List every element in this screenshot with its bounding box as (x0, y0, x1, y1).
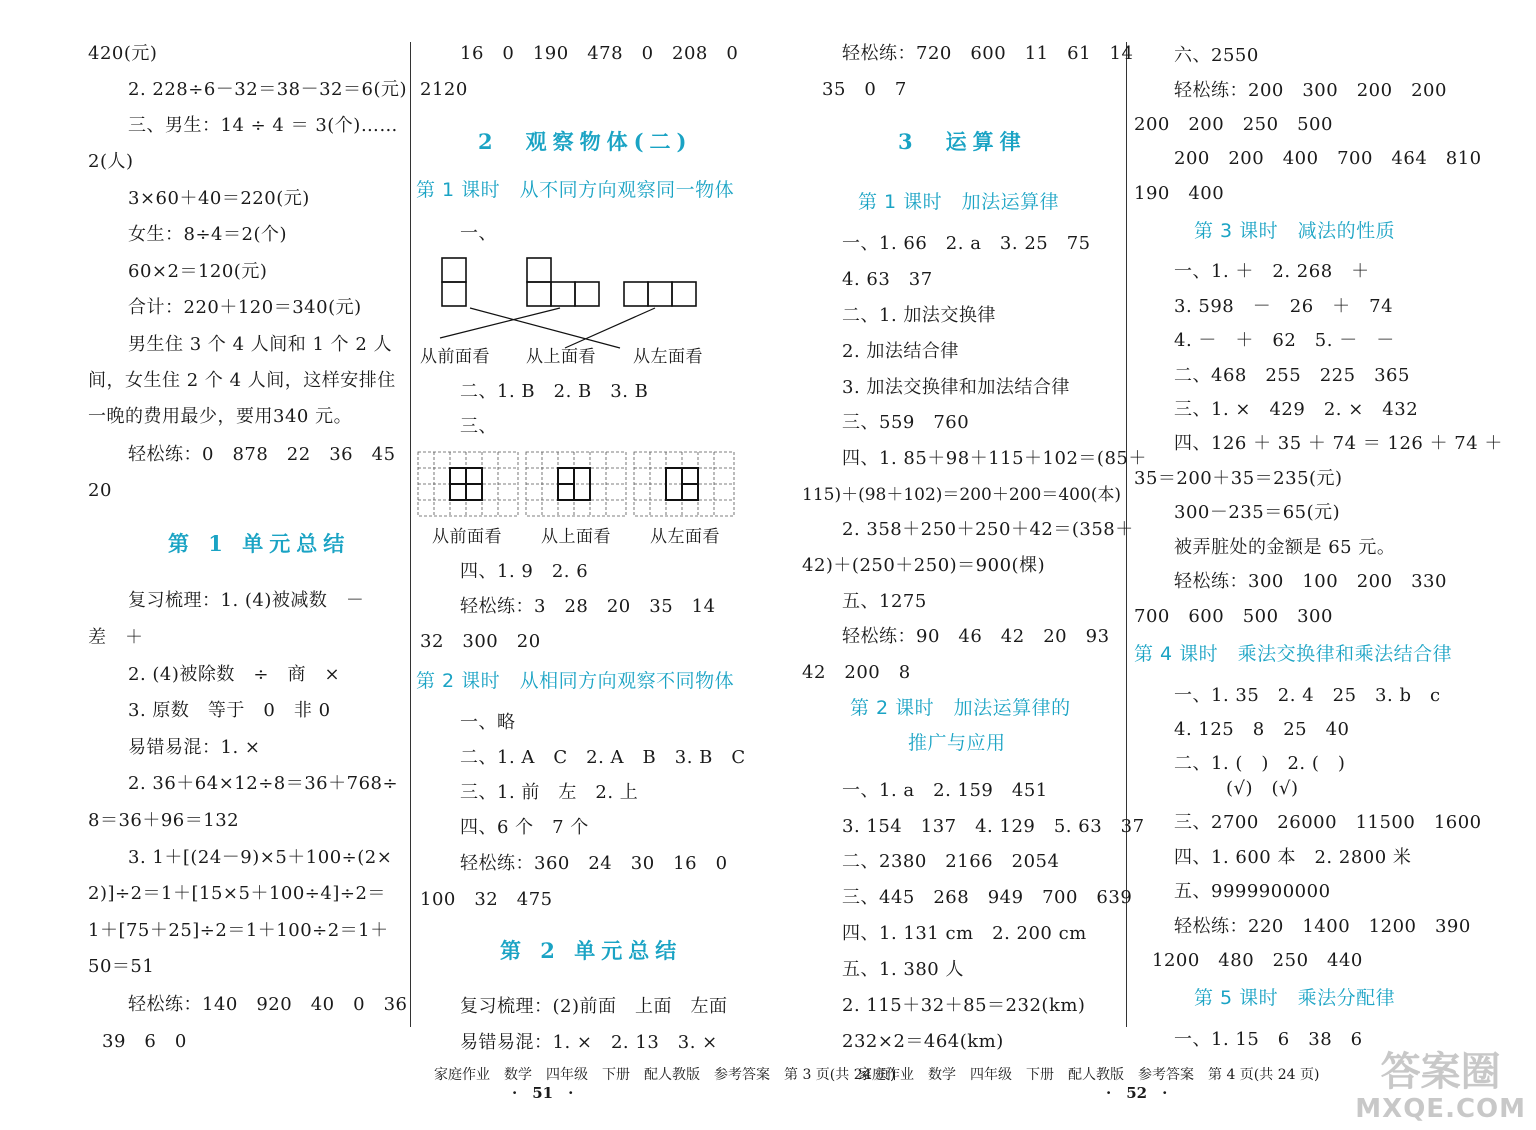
answer-line: 35 0 7 (822, 79, 907, 100)
chapter-heading: 3 运算律 (898, 129, 1027, 154)
answer-line: 3. 154 137 4. 129 5. 63 37 (842, 816, 1145, 837)
answer-line: 115)＋(98＋102)＝200＋200＝400(本) (802, 485, 1122, 505)
answer-line: 3. 598 － 26 ＋ 74 (1174, 296, 1394, 317)
answer-line: 42 200 8 (802, 662, 911, 683)
lesson-heading: 第 4 课时 乘法交换律和乘法结合律 (1134, 643, 1453, 665)
view-label-front: 从前面看 (432, 527, 502, 547)
answer-line: 四、1. 600 本 2. 2800 米 (1174, 847, 1412, 868)
answer-line: 一、1. ＋ 2. 268 ＋ (1174, 261, 1370, 282)
practice-line: 轻松练：300 100 200 330 (1174, 571, 1447, 592)
answer-line: 被弄脏处的金额是 65 元。 (1174, 537, 1396, 558)
lesson-heading: 第 3 课时 减法的性质 (1194, 220, 1396, 242)
column-divider (410, 42, 411, 1027)
answer-line: 三、445 268 949 700 639 (842, 887, 1133, 908)
answer-line: 2. 115＋32＋85＝232(km) (842, 995, 1086, 1016)
answer-line: 二、1. ( ) 2. ( ) (1174, 753, 1346, 774)
view-label-front: 从前面看 (420, 347, 490, 367)
watermark-text: 答案圈 (1380, 1049, 1501, 1095)
answer-line: 2120 (420, 79, 468, 100)
grid-drawing-figure (416, 450, 738, 520)
watermark-logo (1355, 1050, 1526, 1124)
answer-line: 男生住 3 个 4 人间和 1 个 2 人 (128, 334, 393, 355)
answer-line: 190 400 (1134, 183, 1225, 204)
answer-line: 五、1. 380 人 (842, 959, 964, 980)
watermark-url: MXQE.COM (1355, 1094, 1526, 1124)
answer-line: 700 600 500 300 (1134, 606, 1333, 627)
practice-line: 轻松练：220 1400 1200 390 (1174, 916, 1471, 937)
answer-line: 一、1. 35 2. 4 25 3. b c (1174, 685, 1441, 706)
answer-line: 3. 原数 等于 0 非 0 (128, 700, 331, 721)
page-number-left: · 51 · (512, 1084, 574, 1102)
answer-line: 42)＋(250＋250)＝900(棵) (802, 555, 1046, 576)
answer-line: 420(元) (88, 43, 158, 64)
answer-line: 2. 358＋250＋250＋42＝(358＋ (842, 519, 1134, 540)
answer-line: 16 0 190 478 0 208 0 (460, 43, 739, 64)
answer-line: 一、1. a 2. 159 451 (842, 780, 1048, 801)
lesson-heading: 第 2 课时 加法运算律的 (850, 697, 1071, 719)
answer-line: 232×2＝464(km) (842, 1031, 1004, 1052)
view-label-top: 从上面看 (541, 527, 611, 547)
practice-line: 轻松练：360 24 30 16 0 (460, 853, 728, 874)
answer-line: 4. － ＋ 62 5. － － (1174, 330, 1395, 351)
answer-line: 2. 228÷6－32＝38－32＝6(元) (128, 79, 407, 100)
answer-line: 一、 (460, 223, 497, 244)
practice-line: 轻松练：90 46 42 20 93 (842, 626, 1110, 647)
answer-line: 300－235＝65(元) (1174, 502, 1341, 523)
answer-line: 复习梳理：(2)前面 上面 左面 (460, 996, 728, 1017)
answer-line: 六、2550 (1174, 45, 1259, 66)
answer-line: 五、9999900000 (1174, 881, 1331, 902)
answer-line: 三、2700 26000 11500 1600 (1174, 812, 1482, 833)
answer-line: 3. 加法交换律和加法结合律 (842, 377, 1070, 398)
answer-line: (√) (√) (1226, 778, 1299, 799)
page-footer-left: 家庭作业 数学 四年级 下册 配人教版 参考答案 第 3 页(共 24 页) (434, 1067, 896, 1083)
answer-line: 3. 1＋[(24－9)×5＋100÷(2× (128, 847, 393, 868)
lesson-heading: 第 1 课时 从不同方向观察同一物体 (416, 179, 735, 201)
answer-line: 三、男生：14 ÷ 4 ＝ 3(个)…… (128, 115, 398, 136)
answer-line: 差 ＋ (88, 627, 144, 648)
answer-line: 三、1. 前 左 2. 上 (460, 782, 639, 803)
view-label-left: 从左面看 (633, 347, 703, 367)
answer-line: 2(人) (88, 151, 134, 172)
answer-line: 1＋[75＋25]÷2＝1＋100÷2＝1＋ (88, 920, 389, 941)
answer-line: 4. 63 37 (842, 269, 933, 290)
chapter-heading: 2 观察物体(二) (478, 129, 693, 154)
answer-line: 间，女生住 2 个 4 人间，这样安排住 (88, 370, 396, 391)
answer-line: 100 32 475 (420, 889, 553, 910)
answer-line: 二、2380 2166 2054 (842, 851, 1060, 872)
answer-line: 20 (88, 480, 112, 501)
answer-line: 二、1. B 2. B 3. B (460, 381, 649, 402)
answer-line: 复习梳理：1. (4)被减数 － (128, 590, 365, 611)
answer-line: 三、559 760 (842, 412, 970, 433)
lesson-heading: 第 5 课时 乘法分配律 (1194, 987, 1396, 1009)
answer-line: 39 6 0 (102, 1031, 187, 1052)
page-number-right: · 52 · (1106, 1084, 1168, 1102)
answer-line: 四、1. 85＋98＋115＋102＝(85＋ (842, 448, 1147, 469)
lesson-heading: 第 1 课时 加法运算律 (858, 191, 1060, 213)
answer-line: 200 200 250 500 (1134, 114, 1333, 135)
answer-line: 四、126 ＋ 35 ＋ 74 ＝ 126 ＋ 74 ＋ (1174, 433, 1503, 454)
answer-line: 一、略 (460, 712, 516, 733)
lesson-heading: 推广与应用 (908, 732, 1006, 754)
answer-line: 二、468 255 225 365 (1174, 365, 1410, 386)
answer-line: 32 300 20 (420, 631, 541, 652)
practice-line: 轻松练：140 920 40 0 36 (128, 994, 408, 1015)
answer-line: 合计：220＋120＝340(元) (128, 297, 362, 318)
practice-line: 轻松练：0 878 22 36 45 (128, 444, 396, 465)
answer-line: 60×2＝120(元) (128, 261, 268, 282)
answer-line: 二、1. A C 2. A B 3. B C (460, 747, 746, 768)
answer-line: 4. 125 8 25 40 (1174, 719, 1350, 740)
unit-summary-heading: 第 2 单元总结 (500, 938, 683, 963)
practice-line: 轻松练：720 600 11 61 14 (842, 43, 1134, 64)
answer-line: 2)]÷2＝1＋[15×5＋100÷4]÷2＝ (88, 883, 386, 904)
practice-line: 轻松练：200 300 200 200 (1174, 80, 1447, 101)
answer-line: 五、1275 (842, 591, 927, 612)
view-label-left: 从左面看 (650, 527, 720, 547)
answer-line: 四、6 个 7 个 (460, 817, 589, 838)
view-label-top: 从上面看 (526, 347, 596, 367)
answer-line: 四、1. 131 cm 2. 200 cm (842, 923, 1087, 944)
answer-line: 二、1. 加法交换律 (842, 305, 996, 326)
answer-line: 2. (4)被除数 ÷ 商 × (128, 664, 341, 685)
answer-line: 四、1. 9 2. 6 (460, 561, 589, 582)
answer-line: 8＝36＋96＝132 (88, 810, 240, 831)
answer-line: 200 200 400 700 464 810 (1174, 148, 1482, 169)
answer-line: 1200 480 250 440 (1152, 950, 1363, 971)
answer-line: 三、 (460, 416, 497, 437)
answer-line: 三、1. × 429 2. × 432 (1174, 399, 1419, 420)
answer-line: 易错易混：1. × 2. 13 3. × (460, 1032, 718, 1053)
practice-line: 轻松练：3 28 20 35 14 (460, 596, 716, 617)
answer-line: 一晚的费用最少，要用340 元。 (88, 406, 353, 427)
page-footer-right: 家庭作业 数学 四年级 下册 配人教版 参考答案 第 4 页(共 24 页) (858, 1067, 1320, 1083)
answer-line: 女生：8÷4＝2(个) (128, 224, 287, 245)
lesson-heading: 第 2 课时 从相同方向观察不同物体 (416, 670, 735, 692)
answer-line: 3×60＋40＝220(元) (128, 188, 310, 209)
answer-line: 35＝200＋35＝235(元) (1134, 468, 1343, 489)
answer-line: 一、1. 15 6 38 6 (1174, 1029, 1363, 1050)
unit-summary-heading: 第 1 单元总结 (168, 531, 351, 556)
answer-line: 易错易混：1. × (128, 737, 261, 758)
answer-line: 一、1. 66 2. a 3. 25 75 (842, 233, 1091, 254)
answer-line: 2. 加法结合律 (842, 341, 959, 362)
answer-line: 2. 36＋64×12÷8＝36＋768÷ (128, 773, 399, 794)
answer-line: 50＝51 (88, 956, 155, 977)
